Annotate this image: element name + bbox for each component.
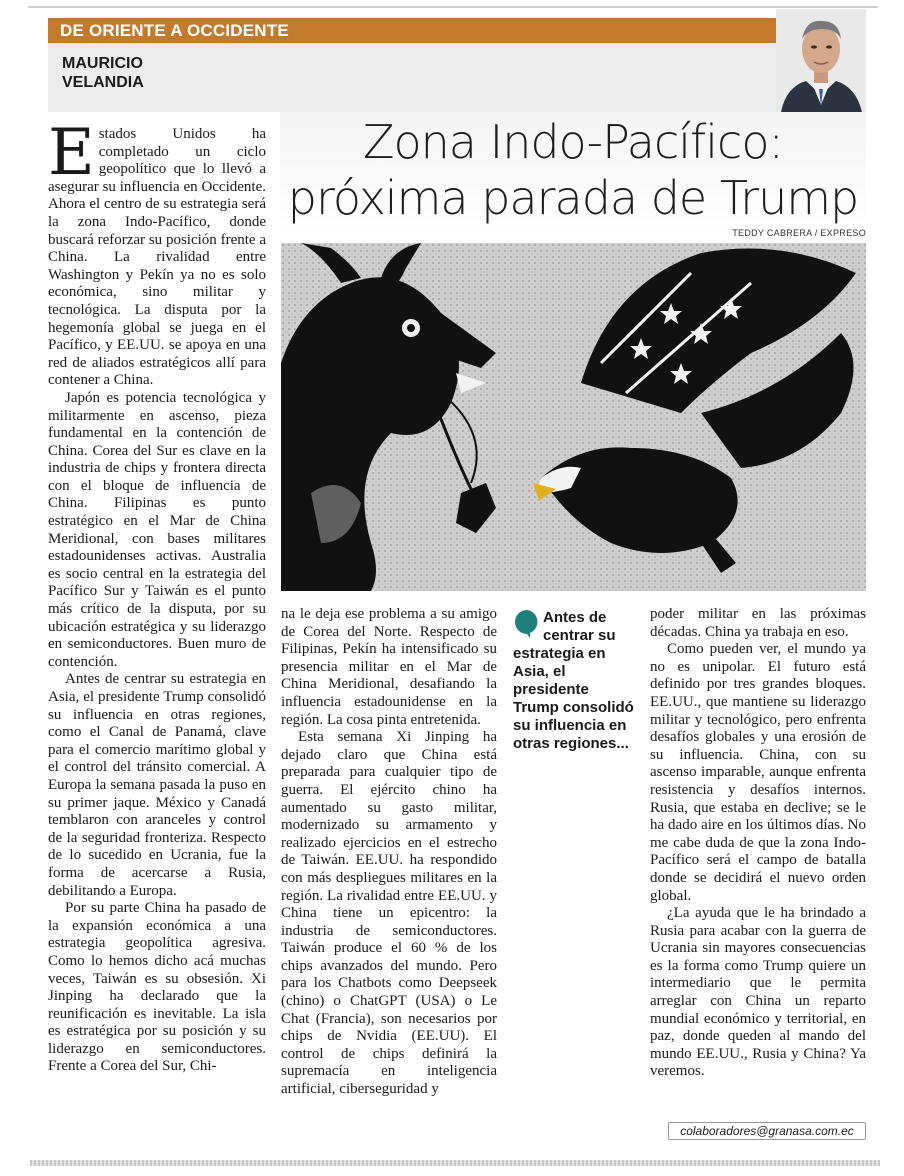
paragraph-3: Antes de centrar su estrategia en Asia, el presidente Trump consolidó su influencia en otras regiones, como el Canal de Panamá, clave para el comercio marítimo global y el control del tránsito comercial. A Europa la semana pasada la puso en su primer jaque. México y Canadá temblaron con aranceles y control de la seguridad fronteriza. Respecto de lo sucedido en Ucrania, fue la forma de acercarse a Rusia, debilitando a Europa. xyxy=(48,671,266,899)
paragraph-9: ¿La ayuda que le ha brindado a Rusia para acabar con la guerra de Ucrania sin mayores consecuencias es la forma como Trump quiere un intermediario que le permita arreglar con China un reparto mundial económico y territorial, en paz, donde queden al mando del mundo EE.UU., Rusia y China? Ya veremos. xyxy=(650,905,866,1080)
pull-quote-rest: estrategia en Asia, el presidente Trump consolidó su influencia en otras regiones... xyxy=(513,645,634,752)
headline-area xyxy=(280,112,866,240)
headline xyxy=(280,114,866,226)
drop-cap: E xyxy=(48,116,95,190)
author-last-name: VELANDIA xyxy=(62,74,144,91)
paragraph-2: Japón es potencia tecnológica y militarmente en ascenso, pieza fundamental en la contención de China. Corea del Sur es clave en la industria de chips y frontera directa con el bloque de influencia de China. Filipinas es punto estratégico en el Mar de China Meridional, con bases militares estadounidenses activas. Australia es socio central en la estrategia del Pacífico Sur y Taiwán es el punto más crítico de la disputa, por su ubicación estratégica y su liderazgo en semiconductores. Buen muro de contención. xyxy=(48,389,266,670)
author-byline xyxy=(62,54,222,92)
paragraph-1-text: stados Unidos ha completado un ciclo geopolítico que lo llevó a asegurar su influencia en Occidente. Ahora el centro de su estrategia será la zona Indo-Pacífico, donde buscará reforzar su posición frente a China. La rivalidad entre Washington y Pekín ya no es solo económica, sino militar y tecnológica. La disputa por la hegemonía global se juega en el Pacífico, y EE.UU. se apoya en una red de aliados estratégicos allí para contener a China. xyxy=(48,126,266,389)
paragraph-1 xyxy=(48,116,266,390)
article-column-2 xyxy=(281,606,497,1099)
headline-line-1: Zona Indo-Pacífico: xyxy=(363,115,783,169)
pull-quote xyxy=(513,609,637,753)
photo-credit: TEDDY CABRERA / EXPRESO xyxy=(732,228,866,238)
headline-line-2: próxima parada de Trump xyxy=(287,171,859,225)
paragraph-5: na le deja ese problema a su amigo de Corea del Norte. Respecto de Filipinas, Pekín ha intensificado su presencia militar en el Mar de China Meridional, desafiando la influencia estadounidense en la región. La cosa pinta entretenida. xyxy=(281,606,497,728)
article-column-4 xyxy=(650,606,866,1081)
paragraph-8: Como pueden ver, el mundo ya no es unipolar. El futuro está definido por tres grandes bloques. EE.UU., que mantiene su liderazgo militar y tecnológico, pero enfrenta desafíos globales y una erosión de su influencia. China, con su ascenso imparable, aunque enfrenta resistencia y desafíos internos. Rusia, que estaba en declive; se le ha dado aire en los últimos días. No me cabe duda de que la zona Indo-Pacífico será el campo de batalla donde se decidirá el nuevo orden global. xyxy=(650,641,866,904)
paragraph-6: Esta semana Xi Jinping ha dejado claro que China está preparada para cualquier tipo de guerra. El ejército chino ha aumentado su gasto militar, modernizado su armamento y realizado ejercicios en el estrecho de Taiwán. EE.UU. ha respondido con más despliegues militares en la región. La rivalidad entre EE.UU. y China tiene un epicentro: la industria de semiconductores. Taiwán produce el 60 % de los chips avanzados del mundo. Pero para los Chatbots como Deepseek (chino) o ChatGPT (USA) o Le Chat (Francia), son necesarios por chips de Nvidia (EE.UU). El control de chips definirá la supremacía en inteligencia artificial, ciberseguridad y xyxy=(281,729,497,1098)
dragon-eagle-illustration xyxy=(281,243,866,591)
pull-quote-line-2: centrar su xyxy=(543,627,616,644)
footer-rule xyxy=(30,1160,880,1166)
article-column-1 xyxy=(48,116,266,1076)
top-rule xyxy=(28,6,878,8)
author-first-name: MAURICIO xyxy=(62,55,143,72)
author-photo xyxy=(776,9,866,112)
contact-email[interactable]: colaboradores@granasa.com.ec xyxy=(668,1122,866,1140)
section-label: DE ORIENTE A OCCIDENTE xyxy=(48,18,866,43)
paragraph-4: Por su parte China ha pasado de la expansión económica a una estrategia geopolítica agresiva. Como lo hemos dicho acá muchas veces, Taiwán es su obsesión. Xi Jinping ha declarado que la reunificación es inevitable. La isla es estratégica por su posición y su liderazgo en semiconductores. Frente a Corea del Sur, Chi- xyxy=(48,900,266,1075)
pull-quote-line-1: Antes de xyxy=(543,609,607,626)
paragraph-7: poder militar en las próximas décadas. China ya trabaja en eso. xyxy=(650,606,866,640)
